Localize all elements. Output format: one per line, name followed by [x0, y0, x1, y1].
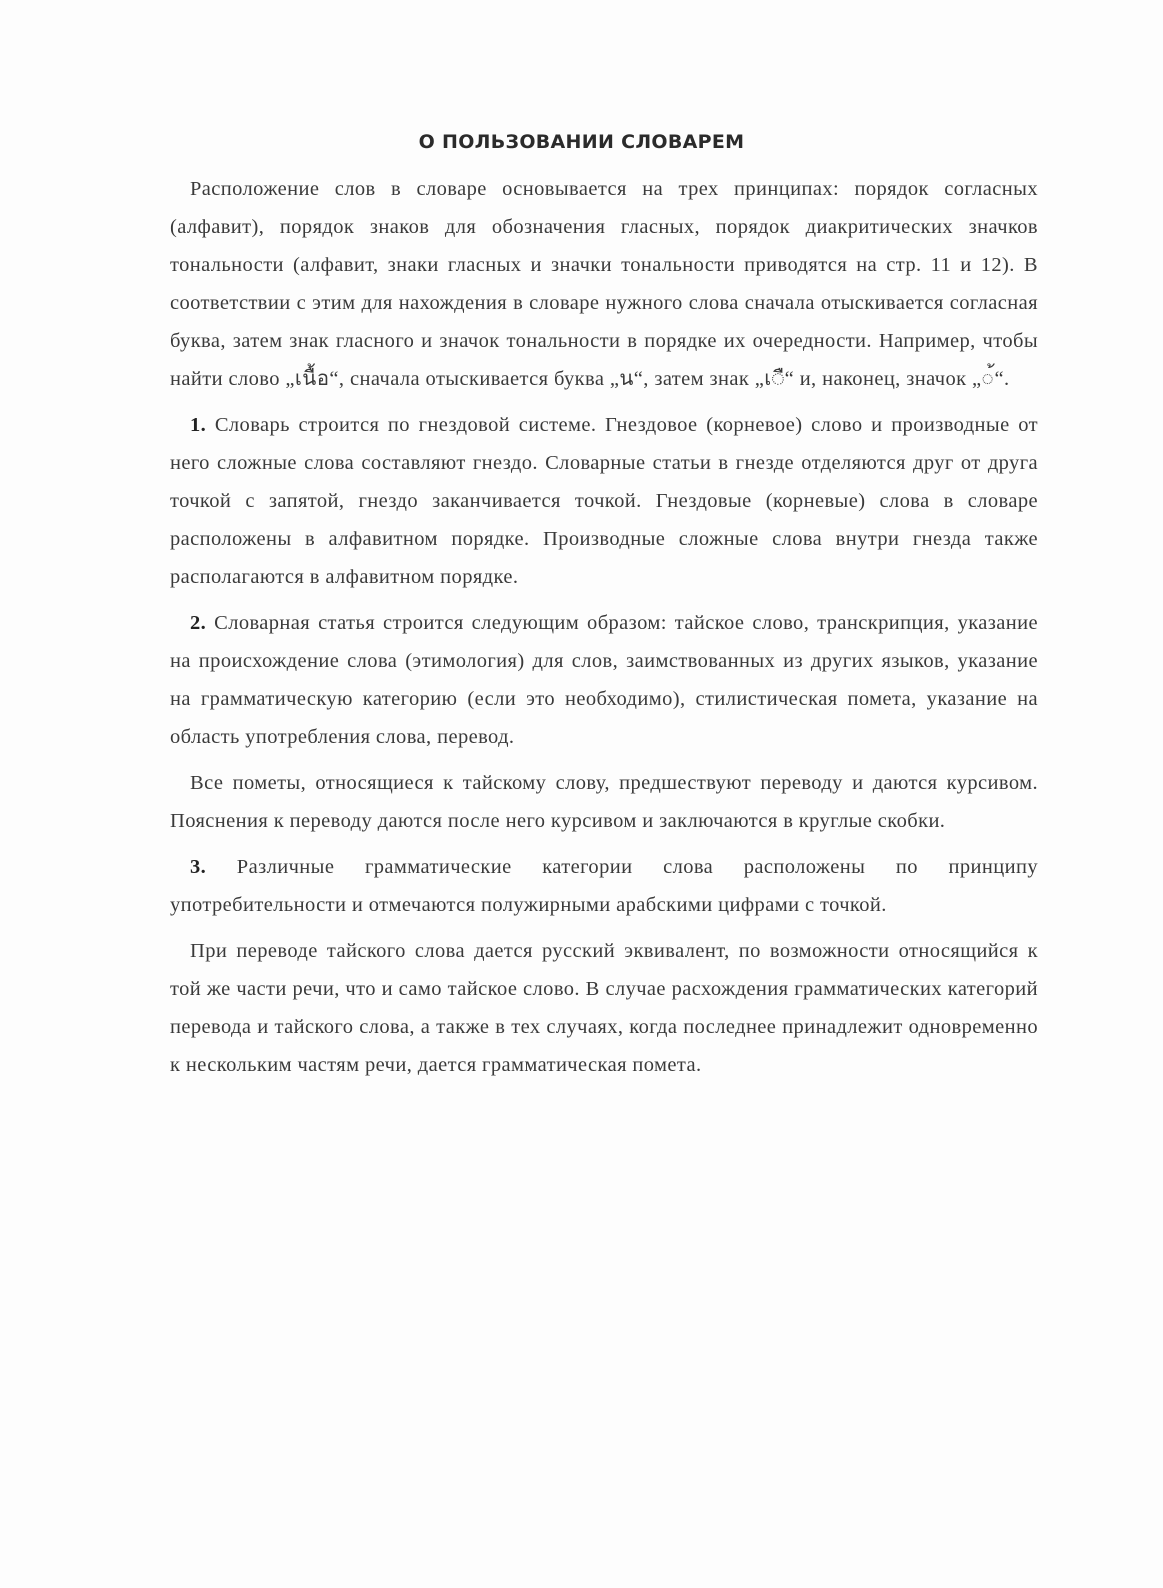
paragraph-notes — [170, 764, 1038, 840]
paragraph-2 — [170, 604, 1038, 756]
page-title: О ПОЛЬЗОВАНИИ СЛОВАРЕМ — [418, 131, 745, 153]
paragraph-3 — [170, 848, 1038, 924]
paragraph-text: Все пометы, относящиеся к тайскому слову, предшествуют переводу и даются курсивом. Пояснения к переводу даются после него курсивом и заключаются в круглые скобки. — [170, 772, 1038, 832]
paragraph-arrangement — [170, 170, 1038, 398]
paragraph-translation — [170, 932, 1038, 1084]
paragraph-1 — [170, 406, 1038, 596]
paragraph-number: 3. — [190, 856, 207, 878]
paragraph-text: Словарь строится по гнездовой системе. Гнездовое (корневое) слово и производные от него сложные слова составляют гнездо. Словарные статьи в гнезде отделяются друг от друга точкой с запятой, гнездо заканчивается точкой. Гнездовые (корневые) слова в словаре расположены в алфавитном порядке. Производные сложные слова внутри гнезда также располагаются в алфавитном порядке. — [170, 414, 1038, 588]
paragraph-text: Различные грамматические категории слова расположены по принципу употребительности и отмечаются полужирными арабскими цифрами с точкой. — [170, 856, 1038, 916]
document-body — [170, 170, 1038, 1092]
paragraph-number: 2. — [190, 612, 207, 634]
paragraph-number: 1. — [190, 414, 207, 436]
paragraph-text: Расположение слов в словаре основывается на трех принципах: порядок согласных (алфавит), порядок знаков для обозначения гласных, порядок диакритических значков тональности (алфавит, знаки гласных и значки тональности приводятся на стр. 11 и 12). В соответствии с этим для нахождения в словаре нужного слова сначала отыскивается согласная буква, затем знак гласного и значок тональности в порядке их очередности. Например, чтобы найти слово „เนื้อ“, сначала отыскивается буква „น“, затем знак „เ◌ื“ и, наконец, значок „◌้“. — [170, 178, 1038, 390]
paragraph-text: Словарная статья строится следующим образом: тайское слово, транскрипция, указание на происхождение слова (этимология) для слов, заимствованных из других языков, указание на грамматическую категорию (если это необходимо), стилистическая помета, указание на область употребления слова, перевод. — [170, 612, 1038, 748]
paragraph-text: При переводе тайского слова дается русский эквивалент, по возможности относящийся к той же части речи, что и само тайское слово. В случае расхождения грамматических категорий перевода и тайского слова, а также в тех случаях, когда последнее принадлежит одновременно к нескольким частям речи, дается грамматическая помета. — [170, 940, 1038, 1076]
